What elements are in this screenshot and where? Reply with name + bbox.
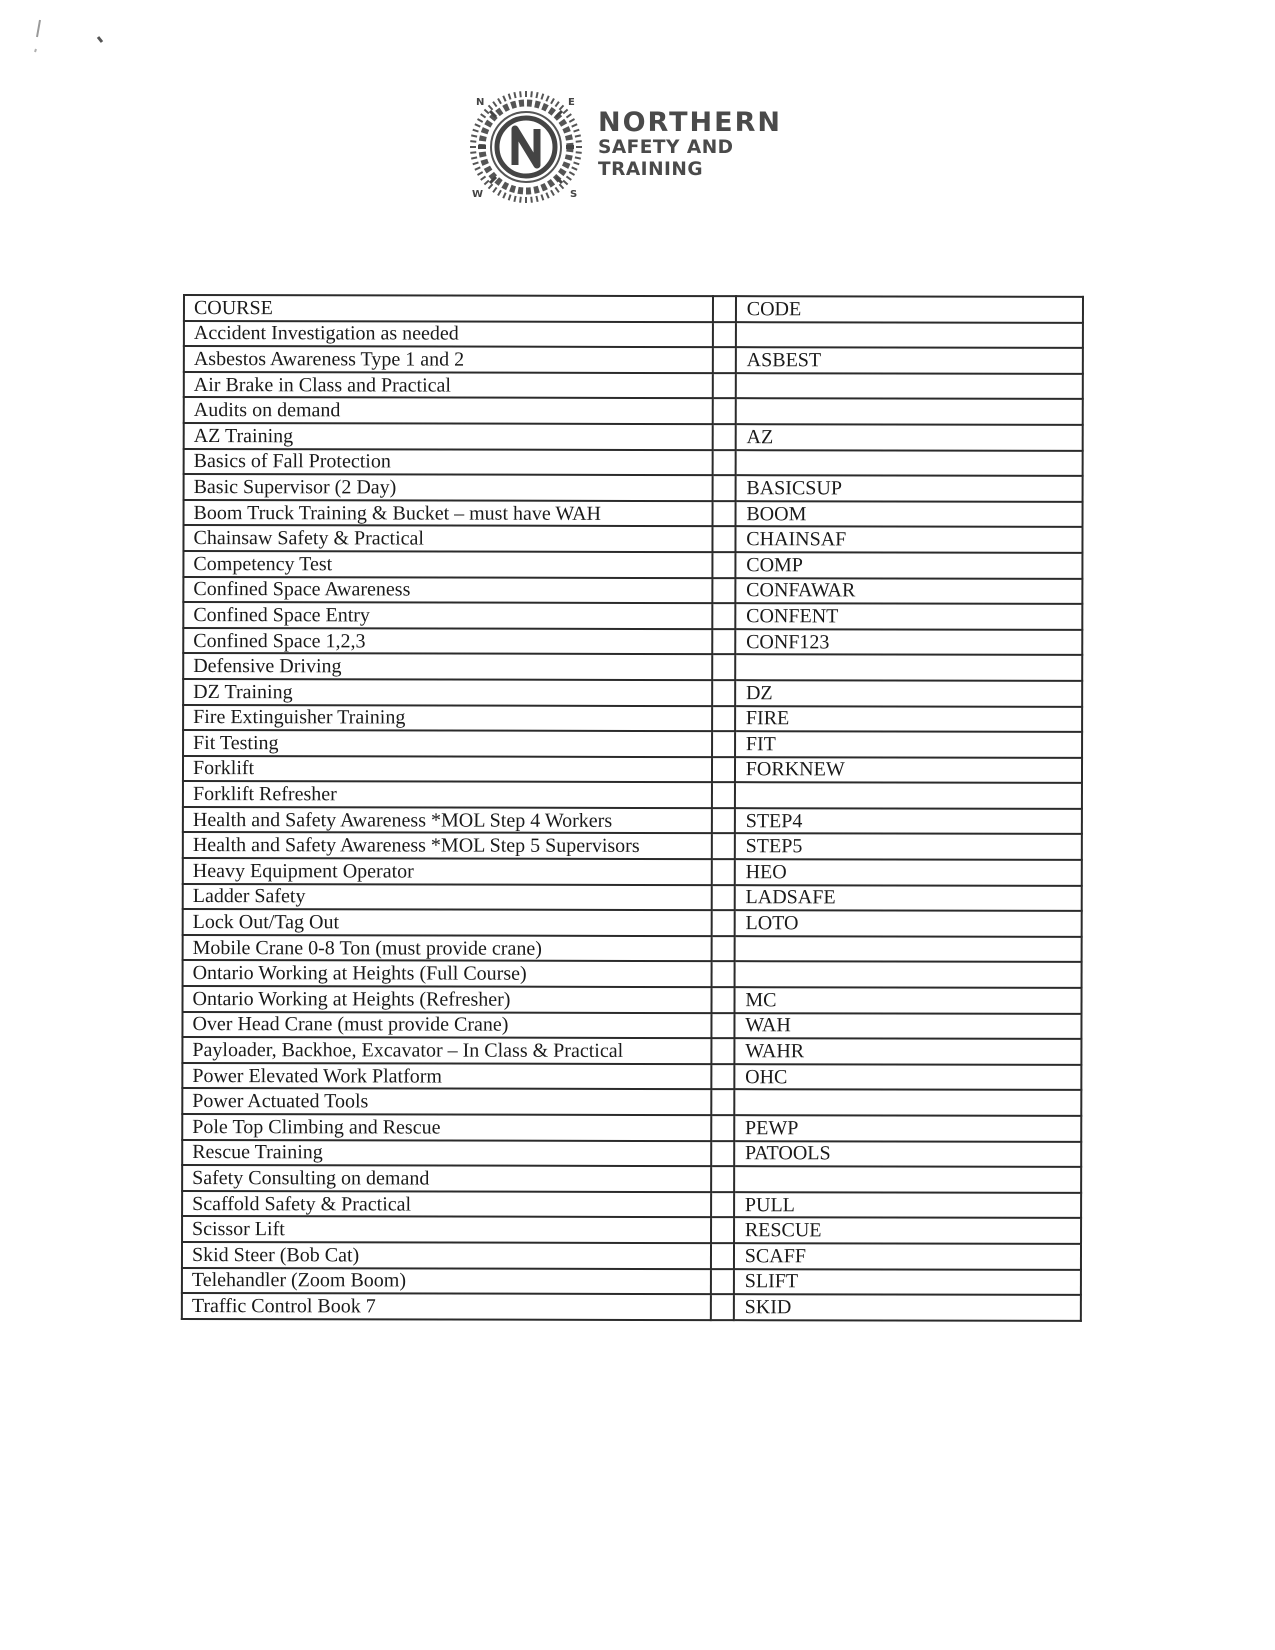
table-row bbox=[182, 1242, 1081, 1269]
table-row bbox=[182, 1293, 1081, 1320]
course-header-cell: COURSE bbox=[184, 295, 713, 322]
spacer-cell bbox=[711, 1217, 733, 1243]
course-cell: Rescue Training bbox=[182, 1140, 711, 1167]
course-cell: Payloader, Backhoe, Excavator – In Class & Practical bbox=[182, 1037, 711, 1064]
table-row bbox=[183, 551, 1082, 578]
logo-line-training: TRAINING bbox=[598, 158, 704, 180]
spacer-cell bbox=[713, 603, 735, 629]
course-cell: Fire Extinguisher Training bbox=[183, 705, 712, 732]
spacer-cell bbox=[713, 424, 735, 450]
logo-wordmark bbox=[598, 109, 782, 179]
spacer-cell bbox=[712, 936, 734, 962]
table-row bbox=[182, 1140, 1081, 1167]
table-row bbox=[183, 602, 1082, 629]
spacer-cell bbox=[713, 322, 735, 348]
course-cell: Forklift bbox=[183, 756, 712, 783]
course-cell: Forklift Refresher bbox=[183, 781, 712, 808]
course-cell: Health and Safety Awareness *MOL Step 5 Supervisors bbox=[183, 832, 712, 859]
table-row bbox=[183, 628, 1082, 655]
code-cell bbox=[736, 322, 1083, 348]
table-row bbox=[183, 960, 1082, 987]
spacer-cell bbox=[711, 1294, 733, 1320]
spacer-cell bbox=[713, 475, 735, 501]
code-cell bbox=[735, 654, 1082, 680]
spacer-cell bbox=[713, 680, 735, 706]
spacer-cell bbox=[712, 834, 734, 860]
spacer-cell bbox=[711, 1192, 733, 1218]
course-cell: Telehandler (Zoom Boom) bbox=[182, 1268, 711, 1295]
code-cell: FIT bbox=[735, 731, 1082, 757]
table-row bbox=[184, 423, 1083, 450]
table-row bbox=[184, 449, 1083, 476]
spacer-cell bbox=[713, 347, 735, 373]
spacer-cell bbox=[712, 859, 734, 885]
code-cell: STEP4 bbox=[735, 808, 1082, 834]
code-cell bbox=[734, 1166, 1081, 1192]
code-cell: CONFENT bbox=[735, 603, 1082, 629]
spacer-cell bbox=[712, 910, 734, 936]
course-cell: Fit Testing bbox=[183, 730, 712, 757]
table-row bbox=[182, 1063, 1081, 1090]
course-cell: Boom Truck Training & Bucket – must have WAH bbox=[184, 500, 713, 527]
course-cell: Scaffold Safety & Practical bbox=[182, 1191, 711, 1218]
table-row bbox=[182, 1268, 1081, 1295]
course-cell: Heavy Equipment Operator bbox=[183, 858, 712, 885]
svg-text:E: E bbox=[568, 97, 575, 108]
spacer-cell bbox=[712, 1141, 734, 1167]
course-cell: Confined Space Entry bbox=[183, 602, 712, 629]
code-cell: BASICSUP bbox=[735, 475, 1082, 501]
spacer-cell bbox=[712, 962, 734, 988]
table-header-row bbox=[184, 295, 1083, 322]
spacer-cell bbox=[712, 1013, 734, 1039]
course-cell: Basic Supervisor (2 Day) bbox=[184, 474, 713, 501]
table-row bbox=[183, 807, 1082, 834]
course-cell: Basics of Fall Protection bbox=[184, 449, 713, 476]
code-cell: PEWP bbox=[734, 1115, 1081, 1141]
code-cell: SLIFT bbox=[734, 1269, 1081, 1295]
code-cell: LADSAFE bbox=[735, 885, 1082, 911]
spacer-cell bbox=[712, 757, 734, 783]
spacer-cell bbox=[712, 1064, 734, 1090]
code-cell: FIRE bbox=[735, 706, 1082, 732]
code-cell: CONF123 bbox=[735, 629, 1082, 655]
course-cell: Chainsaw Safety & Practical bbox=[183, 525, 712, 552]
spacer-cell bbox=[712, 885, 734, 911]
spacer-cell bbox=[712, 731, 734, 757]
table-row bbox=[183, 577, 1082, 604]
code-cell: MC bbox=[734, 987, 1081, 1013]
course-cell: Traffic Control Book 7 bbox=[182, 1293, 711, 1320]
code-cell: HEO bbox=[735, 859, 1082, 885]
spacer-cell bbox=[713, 654, 735, 680]
spacer-cell bbox=[712, 782, 734, 808]
table-row bbox=[183, 909, 1082, 936]
table-row bbox=[183, 884, 1082, 911]
compass-n-emblem-icon bbox=[466, 87, 586, 207]
svg-text:S: S bbox=[570, 189, 578, 200]
code-cell bbox=[734, 962, 1081, 988]
spacer-cell bbox=[712, 808, 734, 834]
spacer-cell bbox=[713, 373, 735, 399]
table-row bbox=[183, 781, 1082, 808]
table-row bbox=[184, 397, 1083, 424]
table-row bbox=[182, 1216, 1081, 1243]
table-row bbox=[183, 756, 1082, 783]
svg-text:W: W bbox=[472, 189, 484, 200]
table-row bbox=[184, 346, 1083, 373]
code-cell: COMP bbox=[735, 552, 1082, 578]
course-cell: Pole Top Climbing and Rescue bbox=[182, 1114, 711, 1141]
course-cell: Ontario Working at Heights (Refresher) bbox=[182, 986, 711, 1013]
spacer-cell bbox=[712, 987, 734, 1013]
logo-line-northern: NORTHERN bbox=[598, 107, 782, 138]
code-cell: DZ bbox=[735, 680, 1082, 706]
table-row bbox=[183, 832, 1082, 859]
logo-line-safety-and: SAFETY AND bbox=[598, 137, 734, 158]
spacer-cell bbox=[713, 578, 735, 604]
code-cell: STEP5 bbox=[735, 834, 1082, 860]
course-cell: Defensive Driving bbox=[183, 653, 712, 680]
table-row bbox=[182, 1114, 1081, 1141]
spacer-cell bbox=[713, 501, 735, 527]
code-cell: RESCUE bbox=[734, 1218, 1081, 1244]
spacer-cell bbox=[712, 1166, 734, 1192]
table-row bbox=[184, 474, 1083, 501]
code-cell: AZ bbox=[735, 424, 1082, 450]
code-cell: ASBEST bbox=[736, 347, 1083, 373]
course-cell: Power Actuated Tools bbox=[182, 1088, 711, 1115]
company-logo bbox=[466, 87, 786, 207]
table-row bbox=[183, 730, 1082, 757]
spacer-cell bbox=[713, 629, 735, 655]
spacer-cell bbox=[713, 296, 735, 322]
code-cell: SKID bbox=[734, 1294, 1081, 1320]
course-cell: Asbestos Awareness Type 1 and 2 bbox=[184, 346, 713, 373]
stray-pen-marks bbox=[20, 15, 120, 65]
code-cell bbox=[734, 936, 1081, 962]
spacer-cell bbox=[713, 706, 735, 732]
course-cell: Skid Steer (Bob Cat) bbox=[182, 1242, 711, 1269]
course-cell: Audits on demand bbox=[184, 397, 713, 424]
code-cell bbox=[736, 373, 1083, 399]
code-header-cell: CODE bbox=[736, 296, 1083, 322]
table-row bbox=[183, 705, 1082, 732]
spacer-cell bbox=[713, 552, 735, 578]
code-cell: BOOM bbox=[735, 501, 1082, 527]
course-cell: Accident Investigation as needed bbox=[184, 321, 713, 348]
course-cell: Confined Space 1,2,3 bbox=[183, 628, 712, 655]
table-row bbox=[182, 986, 1081, 1013]
course-cell: Ontario Working at Heights (Full Course) bbox=[183, 960, 712, 987]
spacer-cell bbox=[713, 526, 735, 552]
code-cell: CHAINSAF bbox=[735, 527, 1082, 553]
table-row bbox=[183, 935, 1082, 962]
course-cell: Mobile Crane 0-8 Ton (must provide crane) bbox=[183, 935, 712, 962]
table-row bbox=[182, 1191, 1081, 1218]
spacer-cell bbox=[711, 1243, 733, 1269]
table-row bbox=[183, 653, 1082, 680]
course-cell: Competency Test bbox=[183, 551, 712, 578]
course-cell: Confined Space Awareness bbox=[183, 577, 712, 604]
spacer-cell bbox=[712, 1038, 734, 1064]
code-cell: CONFAWAR bbox=[735, 578, 1082, 604]
code-cell: FORKNEW bbox=[735, 757, 1082, 783]
spacer-cell bbox=[713, 398, 735, 424]
code-cell: SCAFF bbox=[734, 1243, 1081, 1269]
table-row bbox=[184, 372, 1083, 399]
svg-text:N: N bbox=[476, 97, 485, 108]
course-cell: Health and Safety Awareness *MOL Step 4 Workers bbox=[183, 807, 712, 834]
table-row bbox=[183, 858, 1082, 885]
code-cell: PULL bbox=[734, 1192, 1081, 1218]
spacer-cell bbox=[711, 1269, 733, 1295]
course-code-table bbox=[181, 294, 1084, 1322]
table-row bbox=[183, 679, 1082, 706]
course-cell: Power Elevated Work Platform bbox=[182, 1063, 711, 1090]
code-cell bbox=[735, 782, 1082, 808]
course-cell: Over Head Crane (must provide Crane) bbox=[182, 1012, 711, 1039]
table-row bbox=[182, 1037, 1081, 1064]
code-cell: LOTO bbox=[734, 910, 1081, 936]
spacer-cell bbox=[712, 1115, 734, 1141]
code-cell: WAHR bbox=[734, 1038, 1081, 1064]
code-cell bbox=[736, 399, 1083, 425]
course-cell: Air Brake in Class and Practical bbox=[184, 372, 713, 399]
table-row bbox=[182, 1012, 1081, 1039]
spacer-cell bbox=[713, 450, 735, 476]
course-cell: Safety Consulting on demand bbox=[182, 1165, 711, 1192]
course-cell: AZ Training bbox=[184, 423, 713, 450]
table-row bbox=[183, 525, 1082, 552]
course-cell: DZ Training bbox=[183, 679, 712, 706]
code-cell bbox=[735, 450, 1082, 476]
table-row bbox=[184, 500, 1083, 527]
code-cell: PATOOLS bbox=[734, 1141, 1081, 1167]
code-cell: OHC bbox=[734, 1064, 1081, 1090]
course-cell: Ladder Safety bbox=[183, 884, 712, 911]
course-cell: Scissor Lift bbox=[182, 1216, 711, 1243]
spacer-cell bbox=[712, 1090, 734, 1116]
code-cell: WAH bbox=[734, 1013, 1081, 1039]
table-row bbox=[182, 1165, 1081, 1192]
code-cell bbox=[734, 1090, 1081, 1116]
course-cell: Lock Out/Tag Out bbox=[183, 909, 712, 936]
table-row bbox=[184, 321, 1083, 348]
table-row bbox=[182, 1088, 1081, 1115]
